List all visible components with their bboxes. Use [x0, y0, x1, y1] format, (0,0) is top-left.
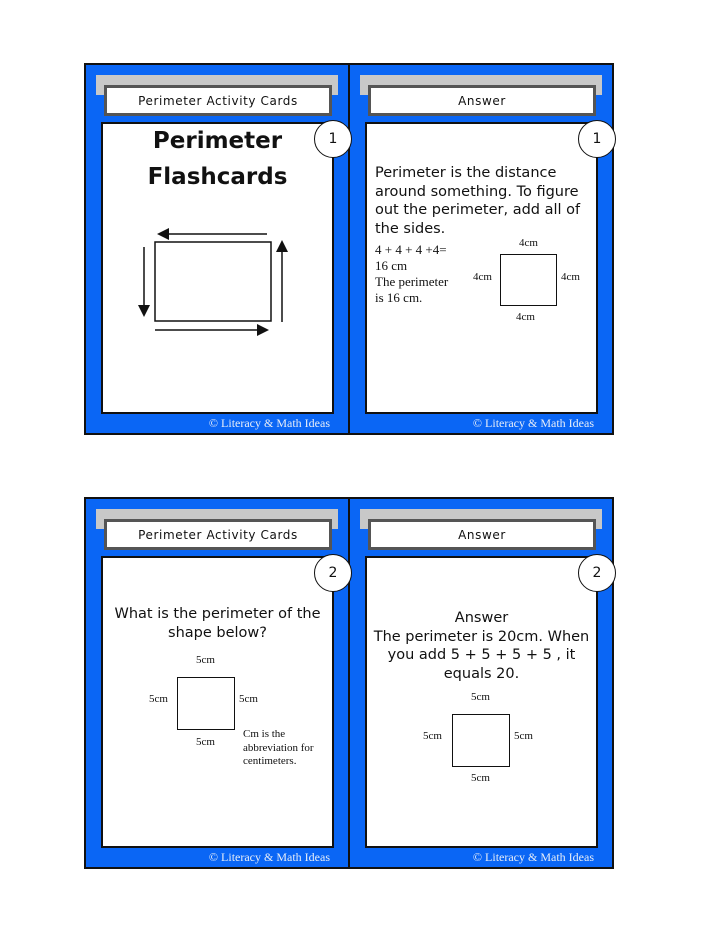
card-content: [365, 122, 598, 414]
side-label-top: 4cm: [519, 237, 538, 249]
question-text: What is the perimeter of the shape below?: [114, 606, 321, 641]
side-label-top: 5cm: [471, 691, 490, 703]
side-label-right: 4cm: [561, 271, 580, 283]
card-content: [101, 556, 334, 848]
card-content: [365, 556, 598, 848]
card-header: Perimeter Activity Cards: [104, 85, 332, 116]
card-number-badge: 2: [314, 554, 352, 592]
side-label-right: 5cm: [514, 730, 533, 742]
card-header: Answer: [368, 85, 596, 116]
flashcard-2-question: [84, 497, 350, 869]
copyright-footer: © Literacy & Math Ideas: [472, 416, 594, 430]
side-label-bottom: 4cm: [516, 311, 535, 323]
worked-calculation: 4 + 4 + 4 +4= 16 cm The perimeter is 16 cm.: [375, 242, 449, 305]
copyright-footer: © Literacy & Math Ideas: [208, 850, 330, 864]
title-line-2: Flashcards: [147, 164, 288, 190]
square-5cm-figure: [452, 714, 510, 767]
side-label-top: 5cm: [196, 654, 215, 666]
card-content: [101, 122, 334, 414]
square-4cm-figure: [500, 254, 557, 306]
card-number-badge: 1: [578, 120, 616, 158]
card-header: Perimeter Activity Cards: [104, 519, 332, 550]
copyright-footer: © Literacy & Math Ideas: [208, 416, 330, 430]
copyright-footer: © Literacy & Math Ideas: [472, 850, 594, 864]
square-5cm-figure: [177, 677, 235, 730]
card-number-badge: 1: [314, 120, 352, 158]
flashcard-1-front: [84, 63, 350, 435]
title-line-1: Perimeter: [152, 128, 283, 154]
abbreviation-note: Cm is the abbreviation for centimeters.: [243, 728, 314, 767]
side-label-left: 5cm: [423, 730, 442, 742]
flashcard-1-answer: [348, 63, 614, 435]
side-label-bottom: 5cm: [471, 772, 490, 784]
rectangle-shape: [155, 242, 271, 321]
answer-text: Answer The perimeter is 20cm. When you add 5 + 5 + 5 + 5 , it equals 20.: [373, 610, 590, 682]
rectangle-arrows-figure: [103, 124, 336, 412]
side-label-bottom: 5cm: [196, 736, 215, 748]
side-label-left: 5cm: [149, 693, 168, 705]
definition-paragraph: Perimeter is the distance around something. To figure out the perimeter, add all of the sides.: [375, 165, 581, 237]
card-header: Answer: [368, 519, 596, 550]
side-label-right: 5cm: [239, 693, 258, 705]
flashcard-2-answer: [348, 497, 614, 869]
card-number-badge: 2: [578, 554, 616, 592]
side-label-left: 4cm: [473, 271, 492, 283]
